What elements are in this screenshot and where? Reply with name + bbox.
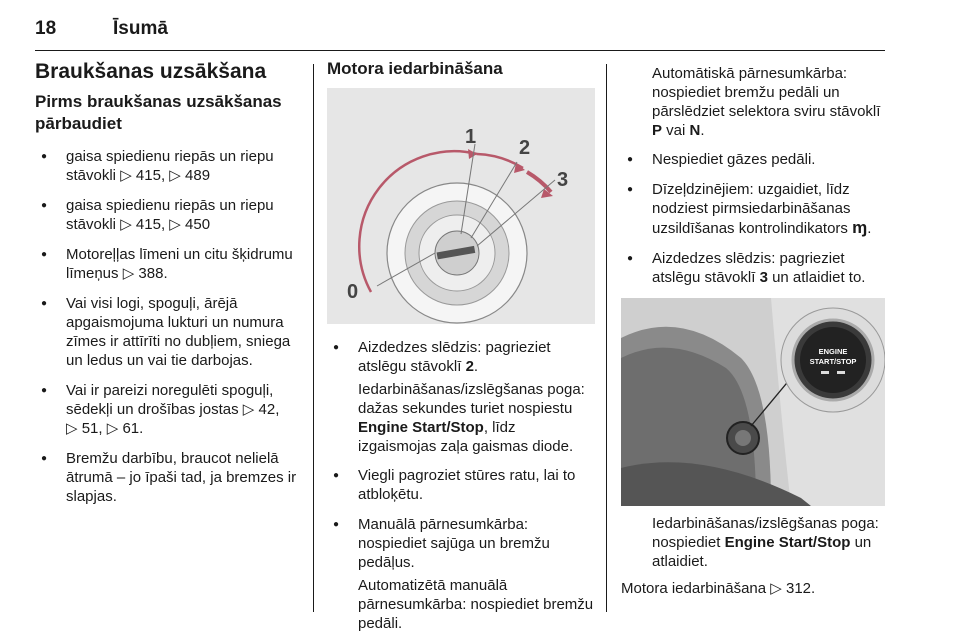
button-label: START/STOP: [809, 357, 857, 366]
triangle-arrow-icon: ▷: [120, 167, 132, 184]
page-number: 18: [35, 18, 57, 39]
paragraph: Automatizētā manuālā pārnesumkārba: nospiediet bremžu pedāli.: [358, 577, 594, 632]
list-item: ● Dīzeļdzinējiem: uzgaidiet, līdz nodziest pirmsiedarbināšanas uzsildīšanas kontrolindikators ɱ.: [621, 180, 889, 238]
start-steps: [327, 466, 595, 572]
paragraph: Iedarbināšanas/izslēgšanas poga: nospiediet Engine Start/Stop un atlaidiet.: [652, 515, 879, 570]
triangle-arrow-icon: ▷: [242, 401, 255, 418]
page-reference-link[interactable]: ▷ 312: [770, 580, 812, 597]
column-middle: [327, 58, 595, 643]
triangle-arrow-icon: ▷: [770, 580, 782, 597]
column-divider: [313, 64, 314, 612]
page-reference-link[interactable]: ▷ 51: [66, 420, 99, 437]
section-title: Motora iedarbināšana: [327, 59, 503, 78]
page-reference-link[interactable]: ▷ 61: [106, 420, 140, 437]
page-reference-link[interactable]: ▷ 415: [120, 167, 161, 184]
dashboard-photo: [621, 298, 885, 506]
paragraph: Automātiskā pārnesumkārba: nospiediet bremžu pedāli un pārslēdziet selektora sviru stāvoklī P vai N.: [652, 65, 881, 139]
start-stop-button-photo: [621, 298, 885, 506]
ignition-lock-diagram: [327, 88, 595, 324]
page-reference-link[interactable]: ▷ 450: [169, 216, 211, 233]
list-item: ● gaisa spiedienu riepās un riepu stāvokli ▷ 415, ▷ 489: [35, 147, 303, 185]
position-label: 1: [465, 126, 477, 148]
column-right: [621, 64, 889, 598]
start-steps: [327, 338, 595, 376]
page-reference-link[interactable]: ▷ 388: [122, 265, 164, 282]
triangle-arrow-icon: ▷: [66, 420, 78, 437]
triangle-arrow-icon: ▷: [169, 216, 181, 233]
button-label: ENGINE: [818, 347, 848, 356]
ignition-key-illustration: [327, 88, 595, 324]
start-steps: [621, 150, 889, 287]
list-item: ● Nespiediet gāzes pedāli.: [621, 150, 889, 169]
position-label: 3: [557, 169, 569, 191]
triangle-arrow-icon: ▷: [169, 167, 181, 184]
chapter-title: Īsumā: [113, 18, 168, 39]
page-reference-link[interactable]: ▷ 42: [242, 401, 276, 418]
list-item: ● Viegli pagroziet stūres ratu, lai to atbloķētu.: [327, 466, 595, 504]
list-item: ● Aizdedzes slēdzis: pagrieziet atslēgu stāvoklī 2.: [327, 338, 595, 376]
list-item: ● Aizdedzes slēdzis: pagrieziet atslēgu stāvoklī 3 un atlaidiet to.: [621, 249, 889, 287]
list-item: ● Vai ir pareizi noregulēti spoguļi, sēdekļi un drošības jostas ▷ 42, ▷ 51, ▷ 61.: [35, 381, 303, 438]
paragraph: Iedarbināšanas/izslēgšanas poga: dažas sekundes turiet nospiestu Engine Start/Stop, līdz izgaismojas zaļa gaismas diode.: [358, 381, 585, 455]
triangle-arrow-icon: ▷: [106, 420, 119, 437]
position-label: 0: [347, 281, 359, 303]
footer-reference: Motora iedarbināšana ▷ 312.: [621, 580, 816, 597]
list-item: ● Vai visi logi, spoguļi, ārējā apgaismojuma lukturi un numura zīmes ir attīrīti no dubļiem, sniega un ledus un vai tie darbojas.: [35, 294, 303, 370]
triangle-arrow-icon: ▷: [120, 216, 132, 233]
section-title: Braukšanas uzsākšana: [35, 60, 267, 83]
glow-plug-indicator-icon: ɱ: [852, 218, 868, 237]
column-divider: [606, 64, 607, 612]
position-label: 2: [519, 137, 531, 159]
triangle-arrow-icon: ▷: [122, 265, 135, 282]
list-item: ● Bremžu darbību, braucot nelielā ātrumā – jo īpaši tad, ja bremzes ir slapjas.: [35, 449, 303, 506]
page-header: [35, 18, 885, 51]
list-item: ● Motoreļļas līmeni un citu šķidrumu līmeņus ▷ 388.: [35, 245, 303, 283]
checklist: [35, 147, 303, 506]
list-item: ● Manuālā pārnesumkārba: nospiediet sajūga un bremžu pedāļus.: [327, 515, 595, 572]
section-subtitle: Pirms braukšanas uzsākšanas pārbaudiet: [35, 92, 282, 133]
page-reference-link[interactable]: ▷ 415: [120, 216, 161, 233]
list-item: ● gaisa spiedienu riepās un riepu stāvokli ▷ 415, ▷ 450: [35, 196, 303, 234]
column-left: [35, 58, 303, 517]
page-reference-link[interactable]: ▷ 489: [169, 167, 211, 184]
